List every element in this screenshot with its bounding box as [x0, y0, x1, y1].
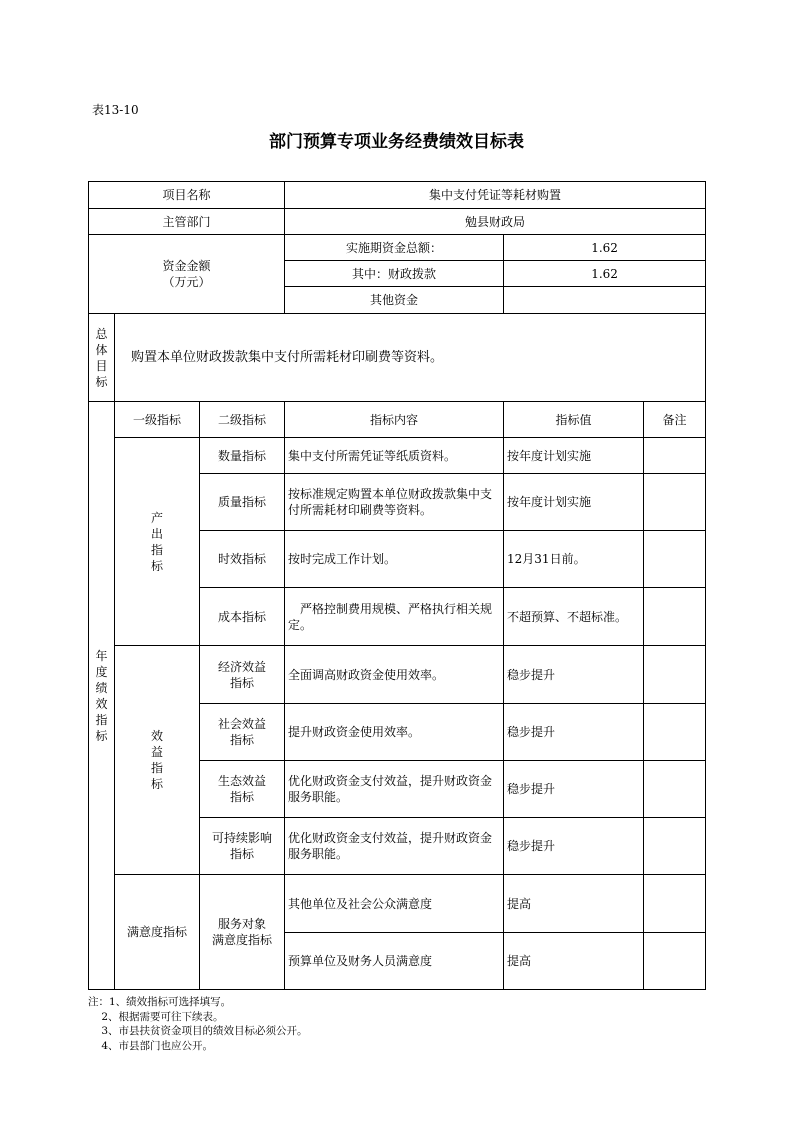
header-level2: 二级指标: [200, 402, 285, 438]
indicator-content: 按时完成工作计划。: [285, 531, 504, 588]
funds-fiscal-value: 1.62: [504, 261, 706, 287]
indicator-remark: [644, 761, 706, 818]
indicator-value: 提高: [504, 875, 644, 933]
department-value: 勉县财政局: [285, 209, 706, 235]
indicator-name-line1: 经济效益: [218, 659, 267, 674]
annual-label-char: 绩: [95, 680, 108, 695]
indicator-value: 稳步提升: [504, 761, 644, 818]
indicator-content: 提升财政资金使用效率。: [285, 704, 504, 761]
overall-label-char: 标: [95, 374, 108, 389]
indicator-remark: [644, 704, 706, 761]
annual-label-char: 度: [95, 664, 108, 679]
project-name-label: 项目名称: [89, 182, 285, 209]
funds-other-label: 其他资金: [285, 287, 504, 314]
indicator-content: 优化财政资金支付效益，提升财政资金服务职能。: [285, 818, 504, 875]
output-label-char: 产: [150, 510, 163, 525]
table-row: [89, 875, 706, 933]
funds-fiscal-label: 其中：财政拨款: [285, 261, 504, 287]
header-remark: 备注: [644, 402, 706, 438]
annual-label-char: 指: [95, 712, 108, 727]
indicator-name: 时效指标: [200, 531, 285, 588]
indicator-content: 其他单位及社会公众满意度: [285, 875, 504, 933]
funds-total-row: [89, 235, 706, 261]
indicator-remark: [644, 531, 706, 588]
indicator-remark: [644, 933, 706, 990]
indicator-content: 严格控制费用规模、严格执行相关规定。: [285, 588, 504, 646]
indicator-name-line2: 指标: [230, 733, 255, 747]
indicator-remark: [644, 588, 706, 646]
overall-objective-text: 购置本单位财政拨款集中支付所需耗材印刷费等资料。: [115, 314, 706, 402]
satisfaction-subindicator-label: [200, 875, 285, 990]
overall-label-char: 目: [95, 358, 108, 373]
indicator-header-row: [89, 402, 706, 438]
indicator-value: 稳步提升: [504, 704, 644, 761]
satisfaction-indicators-label: 满意度指标: [115, 875, 200, 990]
indicator-name: [200, 818, 285, 875]
output-label-char: 出: [150, 526, 163, 541]
project-name-row: [89, 182, 706, 209]
indicator-content: 优化财政资金支付效益，提升财政资金服务职能。: [285, 761, 504, 818]
indicator-value: 提高: [504, 933, 644, 990]
footnote-line: 3、市县扶贫资金项目的绩效目标必须公开。: [88, 1025, 308, 1037]
indicator-name-line1: 可持续影响: [212, 831, 273, 845]
indicator-value: 不超预算、不超标准。: [504, 588, 644, 646]
project-name-value: 集中支付凭证等耗材购置: [285, 182, 706, 209]
funds-label-line2: （万元）: [162, 275, 211, 289]
benefit-label-char: 益: [150, 745, 163, 759]
indicator-name: [200, 646, 285, 704]
header-value: 指标值: [504, 402, 644, 438]
indicator-name-line1: 生态效益: [218, 774, 267, 788]
indicator-name-line2: 指标: [230, 790, 255, 804]
indicator-name-line1: 社会效益: [218, 717, 267, 731]
annual-label-char: 标: [95, 728, 108, 743]
footnote-line: 4、市县部门也应公开。: [88, 1039, 214, 1052]
benefit-indicators-label: [115, 646, 200, 875]
indicator-content: 集中支付所需凭证等纸质资料。: [285, 438, 504, 474]
satisfaction-name-line1: 服务对象: [218, 917, 267, 931]
page-title: 部门预算专项业务经费绩效目标表: [269, 132, 524, 152]
indicator-remark: [644, 474, 706, 531]
funds-total-label: 实施期资金总额：: [285, 235, 504, 261]
footnote-line: 注：1、绩效指标可选择填写。: [88, 996, 232, 1008]
output-label-char: 指: [150, 542, 163, 557]
footnotes: [88, 995, 308, 1053]
overall-label-char: 总: [95, 326, 108, 341]
indicator-remark: [644, 646, 706, 704]
header-level1: 一级指标: [115, 402, 200, 438]
department-label: 主管部门: [89, 209, 285, 235]
annual-label-char: 年: [95, 648, 108, 663]
footnote-line: 2、根据需要可往下续表。: [88, 1010, 224, 1023]
indicator-name: [200, 761, 285, 818]
performance-target-table: [88, 181, 706, 990]
output-indicators-label: [115, 438, 200, 646]
indicator-name-line2: 指标: [230, 847, 255, 861]
indicator-value: 按年度计划实施: [504, 474, 644, 531]
indicator-name: 数量指标: [200, 438, 285, 474]
benefit-label-char: 指: [150, 761, 163, 775]
benefit-label-char: 标: [150, 777, 163, 791]
indicator-content: 按标准规定购置本单位财政拨款集中支付所需耗材印刷费等资料。: [285, 474, 504, 531]
satisfaction-name-line2: 满意度指标: [212, 933, 273, 947]
indicator-remark: [644, 438, 706, 474]
table-reference-number: 表13-10: [92, 103, 139, 117]
output-label-char: 标: [150, 558, 163, 573]
table-row: [89, 438, 706, 474]
indicator-value: 稳步提升: [504, 818, 644, 875]
header-content: 指标内容: [285, 402, 504, 438]
indicator-value: 稳步提升: [504, 646, 644, 704]
indicator-remark: [644, 818, 706, 875]
indicator-value: 12月31日前。: [504, 531, 644, 588]
funds-label: [89, 235, 285, 314]
funds-total-value: 1.62: [504, 235, 706, 261]
indicator-value: 按年度计划实施: [504, 438, 644, 474]
annual-indicators-label: [89, 402, 115, 990]
overall-objective-row: [89, 314, 706, 402]
funds-label-line1: 资金金额: [162, 259, 211, 273]
indicator-name: 质量指标: [200, 474, 285, 531]
indicator-content: 全面调高财政资金使用效率。: [285, 646, 504, 704]
indicator-name-line2: 指标: [230, 675, 255, 690]
table-row: [89, 646, 706, 704]
indicator-remark: [644, 875, 706, 933]
benefit-label-char: 效: [150, 729, 163, 743]
annual-label-char: 效: [95, 696, 108, 711]
department-row: [89, 209, 706, 235]
overall-label-char: 体: [95, 342, 108, 357]
indicator-name: 成本指标: [200, 588, 285, 646]
indicator-name: [200, 704, 285, 761]
funds-other-value: [504, 287, 706, 314]
indicator-content: 预算单位及财务人员满意度: [285, 933, 504, 990]
overall-objective-label: [89, 314, 115, 402]
